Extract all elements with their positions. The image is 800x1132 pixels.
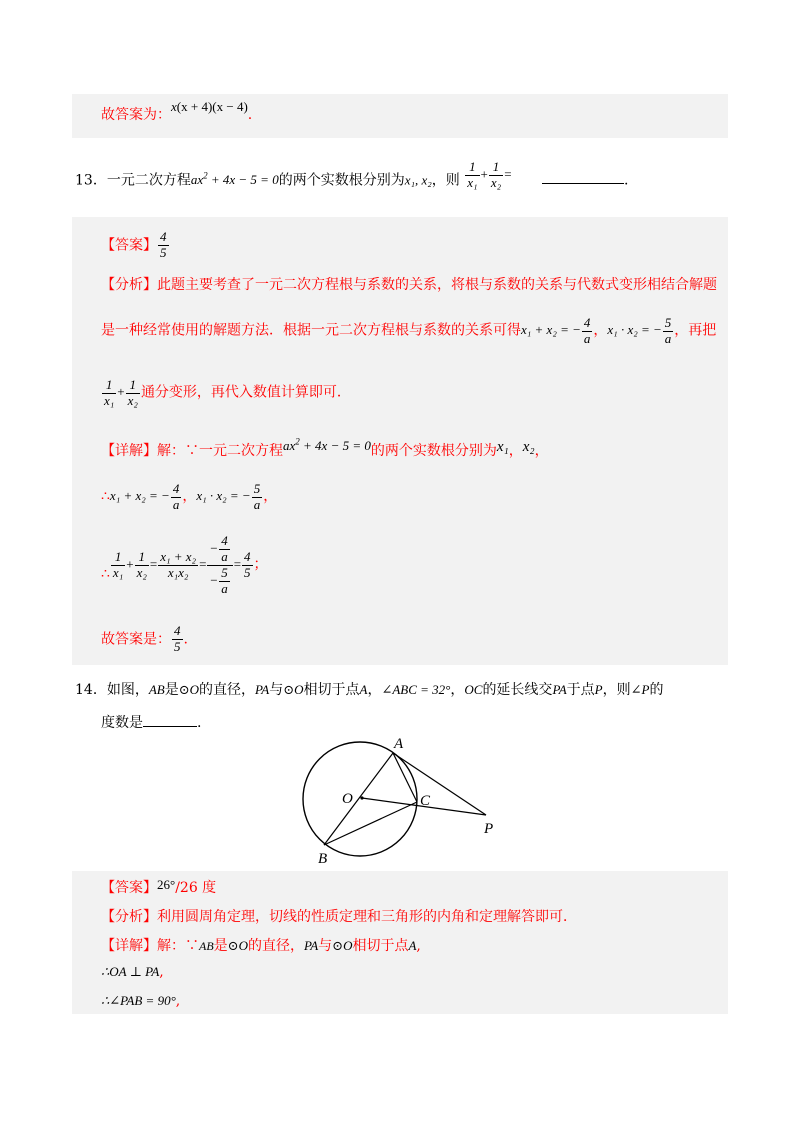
q14-step1: ∴OA ⊥ PA, <box>101 964 164 980</box>
q14-detail-line1: 【详解】解：∵AB是⊙O的直径，PA与⊙O相切于点A, <box>101 938 421 954</box>
label-a: A <box>394 736 404 752</box>
q13-analysis-line3: $\frac{1}{\text{x₁}}$ + $\frac{1}{\text{x₂}}$ 通分变形，再代入数值计算即可． <box>104 377 351 408</box>
label-p: P <box>484 821 494 837</box>
q13-stem-fraction: $\frac{1}{\text{x₁}}$ + $\frac{1}{\text{x₂}}$ = <box>467 159 512 190</box>
q13-answer-blank <box>542 183 624 184</box>
q13-detail-line3: ∴ $\frac{1}{\text{x₁}}$ + $\frac{1}{\text{x₂}}$ = $\frac{\text{x₁ + x₂}}{\text{x₁x₂}}$ = − $\frac{4}{a}$ − $\frac{5}{a}$ = $\frac{4}{5}$ ； <box>101 533 268 596</box>
q13-stem: 13．一元二次方程$ax^2 + 4x - 5 = 0$的两个实数根分别为x₁, x₂，则 $\frac{1}{\text{x₁}}$ + $\frac{1}{\text{x₂}}$ = . <box>75 159 629 190</box>
segment-ap <box>393 753 486 815</box>
label-b: B <box>318 851 328 867</box>
segment-ab <box>324 753 393 845</box>
q14-stem-line1: 14．如图，AB是⊙O的直径，PA与⊙O相切于点A，∠ABC = 32°，OC的延长线交PA于点P，则∠P的 <box>75 682 664 698</box>
segment-bc <box>324 802 417 845</box>
q14-stem-line2: 度数是 . <box>101 715 202 731</box>
q13-final: 故答案是： $\frac{4}{5}$ . <box>101 623 188 654</box>
q13-detail-line1: 【详解】解：∵一元二次方程$ax^2 + 4x - 5 = 0$的两个实数根分别为x₁，x₂， <box>101 436 549 459</box>
label-c: C <box>420 793 431 809</box>
q14-geometry-figure <box>290 735 510 870</box>
prev-answer-line: 故答案为：x(x + 4)(x − 4). <box>101 99 253 123</box>
q14-answer: 【答案】26°/26 度 <box>101 877 217 896</box>
q13-answer: 【答案】 $\frac{4}{5}$ <box>101 229 167 260</box>
center-dot <box>360 796 363 799</box>
circle-o <box>303 742 417 856</box>
q14-analysis: 【分析】利用圆周角定理，切线的性质定理和三角形的内角和定理解答即可． <box>101 909 577 925</box>
q13-detail-line2: ∴x₁ + x₂ = − $\frac{4}{a}$ ，x₁ · x₂ = − $\frac{5}{a}$ ， <box>101 481 278 512</box>
q13-analysis-line1: 【分析】此题主要考查了一元二次方程根与系数的关系，将根与系数的关系与代数式变形相结合解题 <box>101 277 717 293</box>
q14-step2: ∴∠PAB = 90°, <box>101 993 181 1009</box>
label-o: O <box>342 791 353 807</box>
q13-analysis-line2: 是一种经常使用的解题方法．根据一元二次方程根与系数的关系可得x₁ + x₂ = − $\frac{4}{a}$ ，x₁ · x₂ = − $\frac{5}{a}$ ，再把 <box>101 315 717 346</box>
q14-answer-blank <box>143 726 197 727</box>
